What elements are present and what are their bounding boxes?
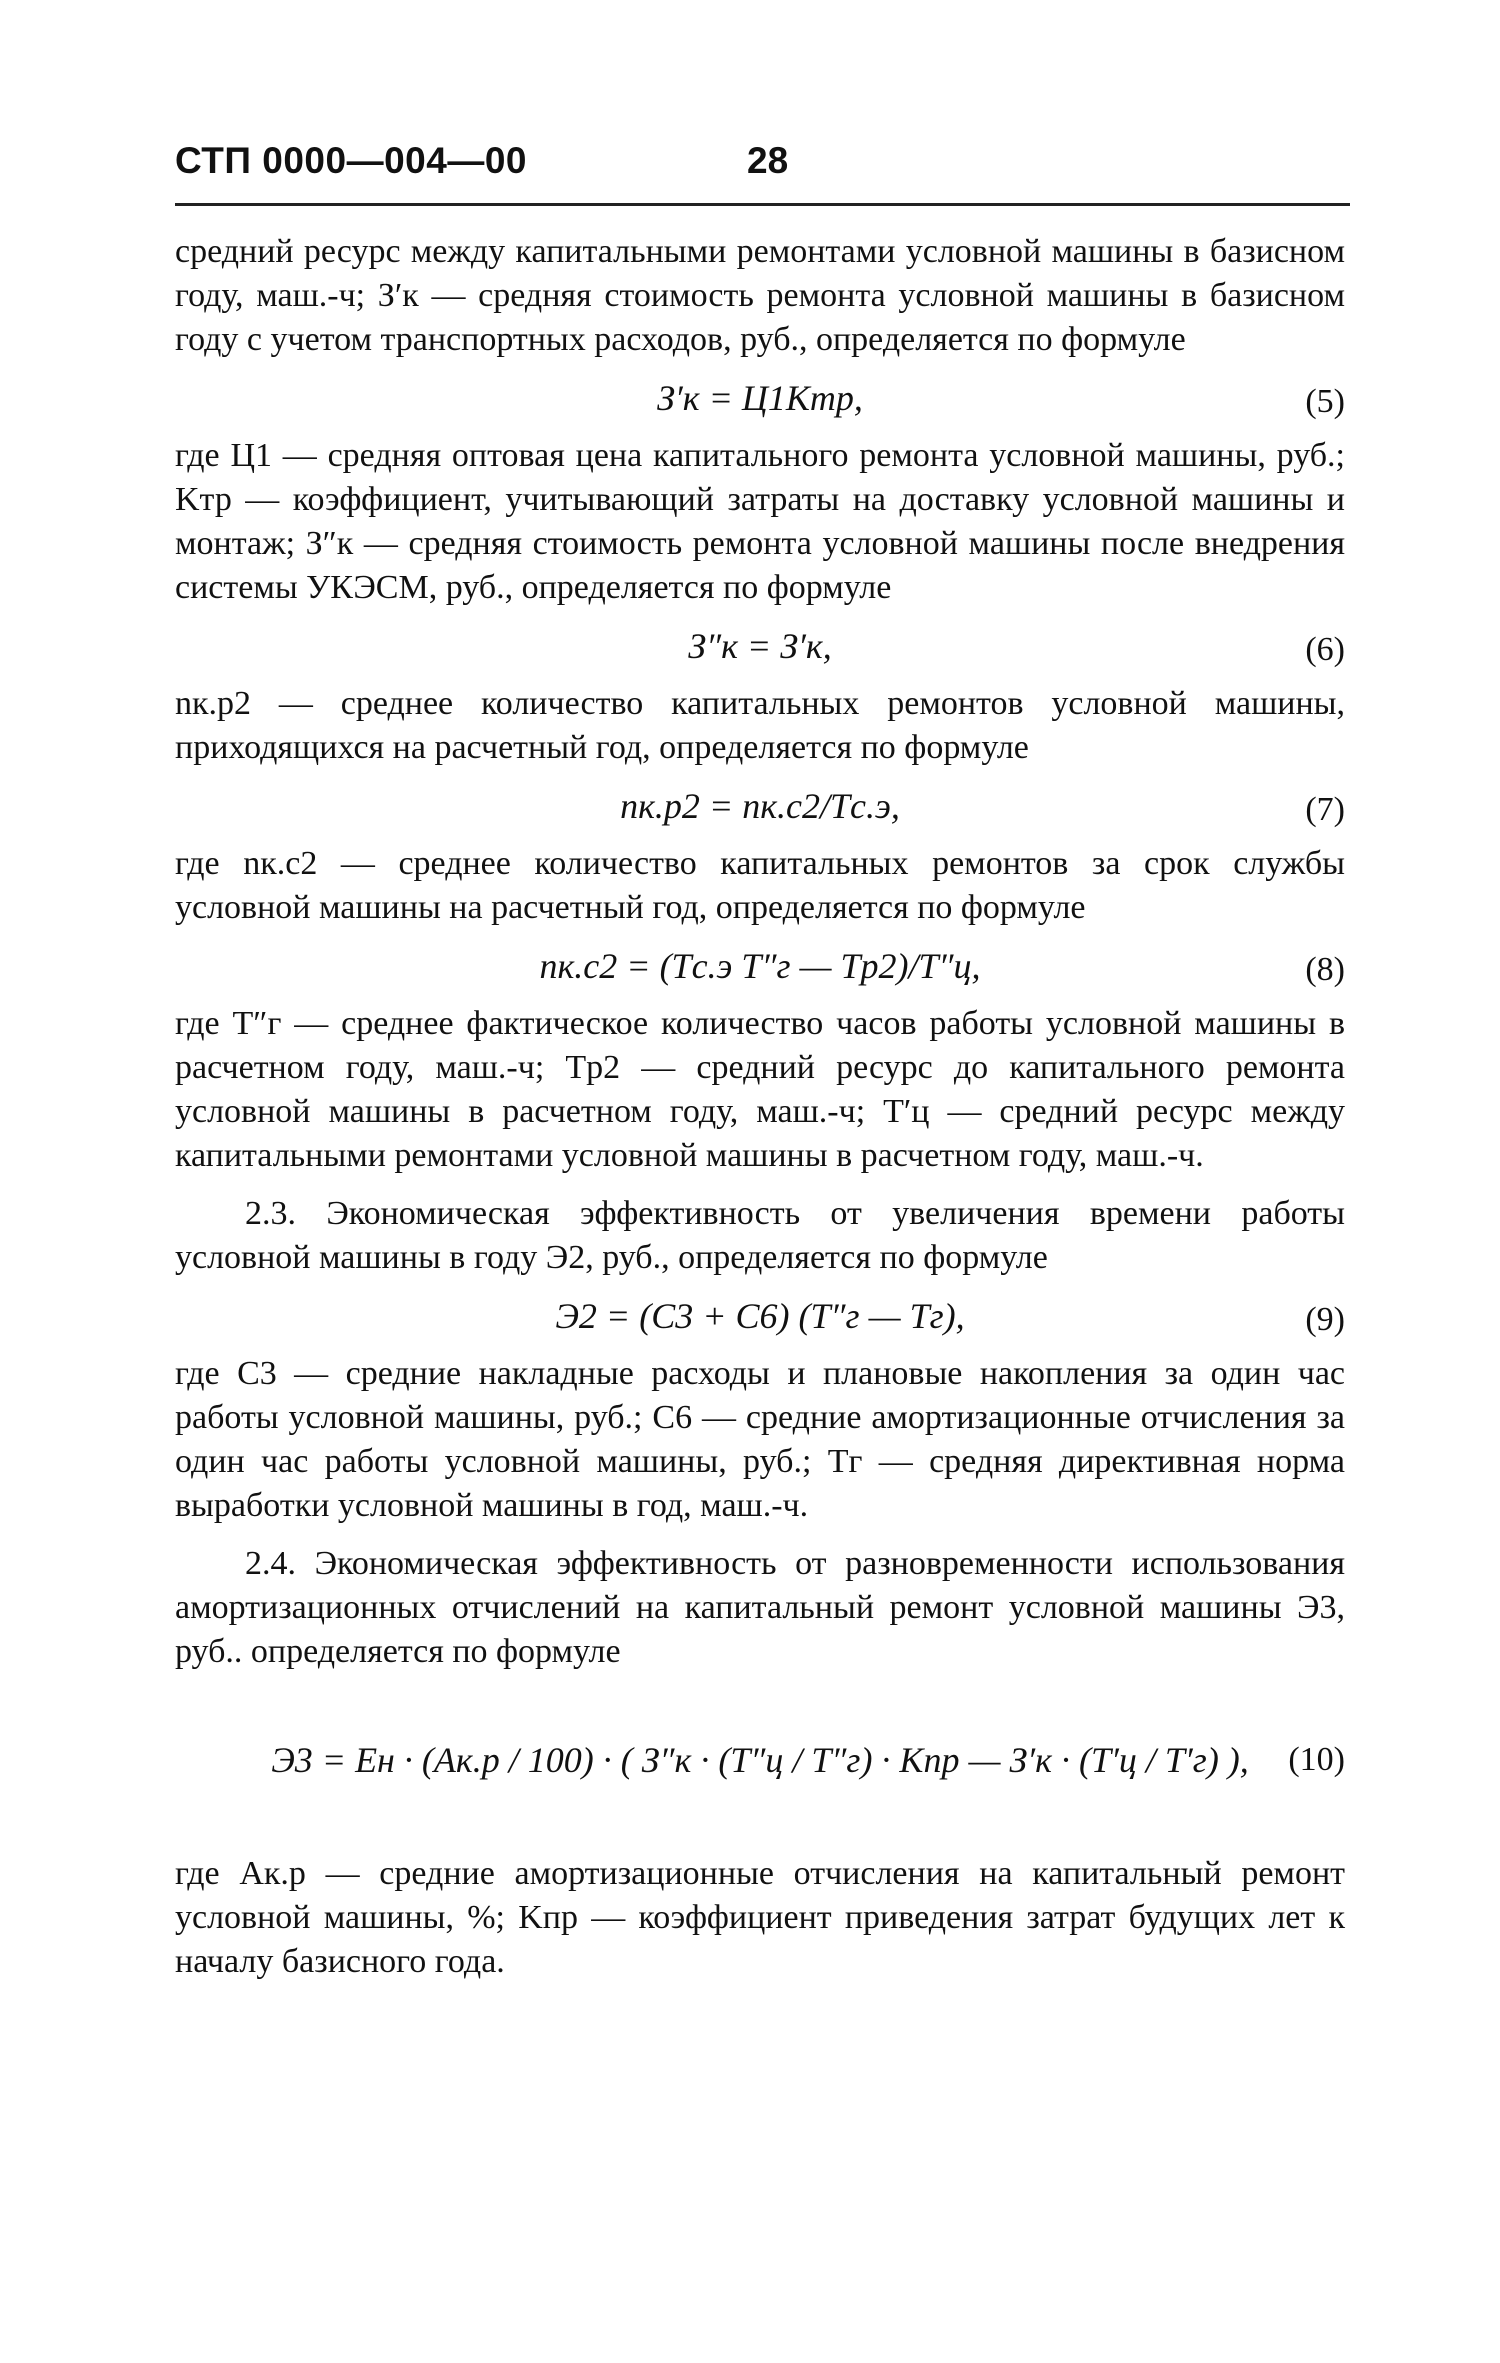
header-rule — [175, 203, 1350, 206]
formula-9-expression: Э2 = (C3 + C6) (T″г — Tг), — [555, 1296, 965, 1336]
paragraph-7: где C3 — средние накладные расходы и плановые накопления за один час работы условной машины, руб.; C6 — средние амортизационные отчисления за один час работы условной машины, руб.; Tг — средняя директивная норма выработки условной машины в год, маш.-ч. — [175, 1355, 1345, 1524]
formula-8 — [175, 934, 1345, 998]
document-code: СТП 0000—004—00 — [175, 140, 527, 181]
formula-6-expression: З″к = З′к, — [688, 626, 832, 666]
formula-7-number: (7) — [1305, 791, 1345, 828]
section-2-4: 2.4. Экономическая эффективность от разновременности использования амортизационных отчислений на капитальный ремонт условной машины Э3, руб.. определяется по формуле — [175, 1545, 1345, 1670]
page-number: 28 — [747, 140, 789, 181]
formula-9-number: (9) — [1305, 1301, 1345, 1338]
formula-5 — [175, 366, 1345, 430]
paragraph-9: где Aк.р — средние амортизационные отчисления на капитальный ремонт условной машины, %; Kпр — коэффициент приведения затрат будущих лет к началу базисного года. — [175, 1855, 1345, 1980]
formula-7-expression: nк.р2 = nк.с2/Tс.э, — [620, 786, 900, 826]
formula-6-number: (6) — [1305, 631, 1345, 668]
paragraph-3: nк.р2 — среднее количество капитальных ремонтов условной машины, приходящихся на расчетный год, определяется по формуле — [175, 685, 1345, 766]
paragraph-2: где Ц1 — средняя оптовая цена капитального ремонта условной машины, руб.; Kтр — коэффициент, учитывающий затраты на доставку условной машины и монтаж; З″к — средняя стоимость ремонта условной машины после внедрения системы УКЭСМ, руб., определяется по формуле — [175, 437, 1345, 606]
formula-10 — [175, 1678, 1345, 1848]
paragraph-5: где T″г — среднее фактическое количество часов работы условной машины в расчетном году, маш.-ч; Tр2 — средний ресурс до капитального ремонта условной машины в расчетном году, маш.-ч; T′ц — средний ресурс между капитальными ремонтами условной машины в расчетном году, маш.-ч. — [175, 1005, 1345, 1174]
formula-10-number: (10) — [1288, 1741, 1345, 1778]
formula-5-expression: З′к = Ц1Kтр, — [657, 378, 863, 418]
formula-9 — [175, 1284, 1345, 1348]
section-2-3: 2.3. Экономическая эффективность от увеличения времени работы условной машины в году Э2, руб., определяется по формуле — [175, 1195, 1345, 1276]
formula-10-expression: Э3 = Eн · (Aк.р / 100) · ( З″к · (T″ц / T″г) · Kпр — З′к · (T′ц / T′г) ), — [271, 1740, 1249, 1780]
paragraph-4: где nк.с2 — среднее количество капитальных ремонтов за срок службы условной машины на расчетный год, определяется по формуле — [175, 845, 1345, 926]
formula-6 — [175, 614, 1345, 678]
formula-5-number: (5) — [1305, 383, 1345, 420]
page-header — [175, 140, 1345, 202]
document-body — [175, 230, 1345, 1984]
formula-8-expression: nк.с2 = (Tс.э T″г — Tр2)/T″ц, — [539, 946, 981, 986]
formula-8-number: (8) — [1305, 951, 1345, 988]
formula-7 — [175, 774, 1345, 838]
paragraph-1: средний ресурс между капитальными ремонтами условной машины в базисном году, маш.-ч; З′к — средняя стоимость ремонта условной машины в базисном году с учетом транспортных расходов, руб., определяется по формуле — [175, 233, 1345, 358]
